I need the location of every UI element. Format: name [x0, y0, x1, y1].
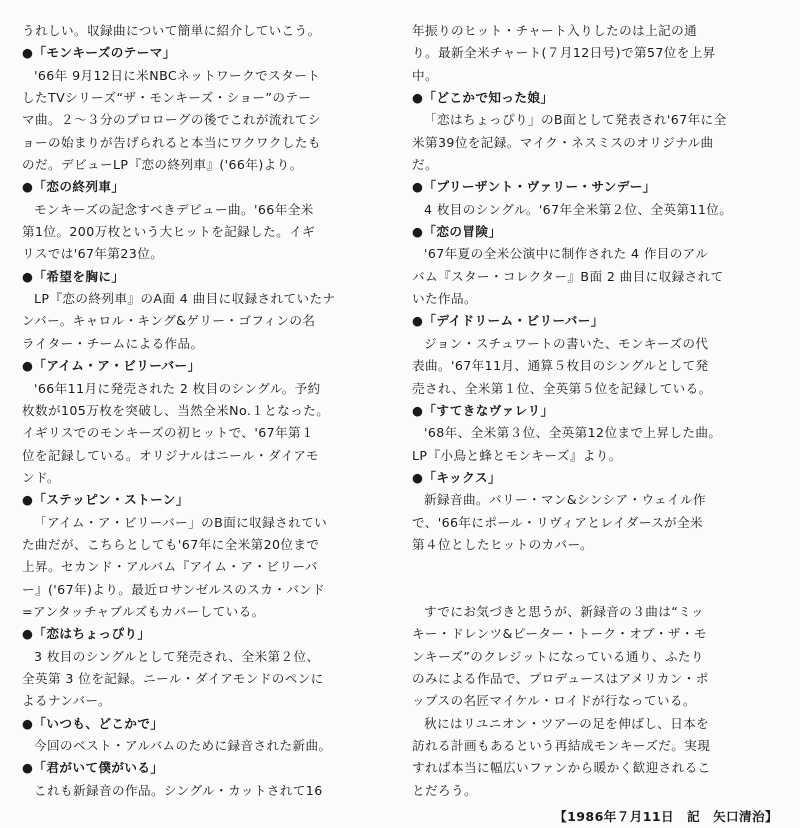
text-line: 第４位としたヒットのカバー。: [412, 536, 594, 552]
text-line: 表曲。'67年11月、通算５枚目のシングルとして発: [412, 358, 709, 374]
text-line: ンキーズ”のクレジットになっている通り、ふたり: [412, 648, 704, 664]
text-line: すれば本当に幅広いファンから暖かく歓迎されるこ: [412, 760, 711, 776]
text-line: 新録音曲。バリー・マン&シンシア・ウェイル作: [424, 492, 706, 508]
text-line: LP『小鳥と蜂とモンキーズ』より。: [412, 447, 622, 463]
text-line: 売され、全米第１位、全英第５位を記録している。: [412, 380, 712, 396]
text-line: 第1位。200万枚という大ヒットを記録した。イギ: [22, 224, 316, 240]
text-line: ー』('67年)より。最近ロサンゼルスのスカ・バンド: [22, 581, 326, 597]
text-line: 上昇。セカンド・アルバム『アイム・ア・ビリーバ: [22, 559, 318, 575]
text-line: 枚数が105万枚を突破し、当然全米No.１となった。: [22, 402, 330, 418]
text-line: したTVシリーズ“ザ・モンキーズ・ショー”のテー: [22, 90, 312, 106]
song-heading: ●「恋の冒険」: [412, 224, 502, 240]
blank-line: [412, 579, 784, 601]
text-line: '67年夏の全米公演中に制作された 4 作目のアル: [424, 246, 709, 262]
text-line: イギリスでのモンキーズの初ヒットで、'67年第１: [22, 425, 315, 441]
text-line: ライター・チームによる作品。: [22, 335, 204, 351]
text-line: ンド。: [22, 469, 60, 485]
text-line: うれしい。収録曲について簡単に紹介していこう。: [22, 23, 321, 38]
song-heading: ●「恋はちょっぴり」: [22, 626, 151, 642]
text-line: のみによる作品で、プロデュースはアメリカン・ポ: [412, 670, 709, 686]
text-line: 中。: [412, 67, 438, 83]
text-line: =アンタッチャブルズもカバーしている。: [22, 603, 265, 619]
text-line: 位を記録している。オリジナルはニール・ダイアモ: [22, 447, 319, 463]
song-heading: ●「どこかで知った娘」: [412, 90, 554, 106]
left-column: [22, 20, 394, 802]
text-line: よるナンバー。: [22, 693, 111, 709]
text-line: '66年11月に発売された 2 枚目のシングル。予約: [34, 380, 321, 396]
text-line: ンバー。キャロル・キング&ゲリー・ゴフィンの名: [22, 313, 316, 329]
song-heading: ●「ステッピン・ストーン」: [22, 492, 189, 508]
right-column-lines: [412, 20, 784, 802]
text-line: だ。: [412, 157, 438, 173]
text-line: バム『スター・コレクター』B面 2 曲目に収録されて: [412, 268, 724, 284]
text-line: 4 枚目のシングル。'67年全米第２位、全英第11位。: [424, 201, 733, 217]
song-heading: ●「すてきなヴァレリ」: [412, 402, 554, 418]
text-line: LP『恋の終列車』のA面 4 曲目に収録されていたナ: [34, 291, 336, 307]
text-line: で、'66年にポール・リヴィアとレイダースが全米: [412, 514, 704, 530]
text-line: 「恋はちょっぴり」のB面として発表され'67年に全: [424, 112, 727, 128]
text-line: 全英第 3 位を記録。ニール・ダイアモンドのペンに: [22, 670, 324, 686]
text-line: '68年、全米第３位、全英第12位まで上昇した曲。: [424, 425, 722, 441]
song-heading: ●「アイム・ア・ビリーバー」: [22, 358, 201, 374]
text-line: とだろう。: [412, 782, 477, 798]
song-heading: ●「いつも、どこかで」: [22, 715, 164, 731]
text-line: これも新録音の作品。シングル・カットされて16: [34, 782, 323, 798]
text-line: 年振りのヒット・チャート入りしたのは上記の通: [412, 23, 698, 38]
text-line: 秋にはリユニオン・ツアーの足を伸ばし、日本を: [424, 715, 710, 731]
song-heading: ●「デイドリーム・ビリーバー」: [412, 313, 604, 329]
text-line: ップスの名匠マイケル・ロイドが行なっている。: [412, 693, 696, 709]
song-heading: ●「希望を胸に」: [22, 268, 125, 284]
right-column: [412, 20, 784, 828]
song-heading: ●「モンキーズのテーマ」: [22, 45, 176, 61]
text-line: 今回のベスト・アルバムのために録音された新曲。: [34, 738, 332, 753]
text-line: のだ。デビューLP『恋の終列車』('66年)より。: [22, 157, 303, 173]
text-line: り。最新全米チャート(７月12日号)で第57位を上昇: [412, 45, 716, 61]
song-heading: ●「君がいて僕がいる」: [22, 760, 164, 776]
text-line: すでにお気づきと思うが、新録音の３曲は“ミッ: [424, 603, 704, 619]
text-line: '66年 9月12日に米NBCネットワークでスタート: [34, 67, 321, 83]
song-heading: ●「プリーザント・ヴァリー・サンデー」: [412, 179, 656, 195]
text-line: 「アイム・ア・ビリーバー」のB面に収録されてい: [34, 514, 328, 530]
song-heading: ●「恋の終列車」: [22, 179, 125, 195]
text-line: 訪れる計画もあるという再結成モンキーズだ。実現: [412, 738, 711, 753]
text-line: いた作品。: [412, 291, 477, 307]
song-heading: ●「キックス」: [412, 469, 501, 485]
text-line: ジョン・スチュワートの書いた、モンキーズの代: [424, 335, 709, 351]
text-line: 米第39位を記録。マイク・ネスミスのオリジナル曲: [412, 134, 714, 150]
text-line: 3 枚目のシングルとして発売され、全米第２位、: [34, 648, 320, 664]
text-line: ョーの始まりが告げられると本当にワクワクしたも: [22, 134, 321, 150]
signature: 【1986年７月11日 記 矢口清治】: [554, 809, 778, 825]
text-line: キー・ドレンツ&ピーター・トーク・オブ・ザ・モ: [412, 626, 707, 642]
text-line: リスでは'67年第23位。: [22, 246, 164, 262]
blank-line: [412, 556, 784, 578]
text-line: マ曲。２～３分のプロローグの後でこれが流れてシ: [22, 112, 321, 128]
text-line: モンキーズの記念すべきデビュー曲。'66年全米: [34, 201, 314, 217]
text-line: た曲だが、こちらとしても'67年に全米第20位まで: [22, 536, 320, 552]
